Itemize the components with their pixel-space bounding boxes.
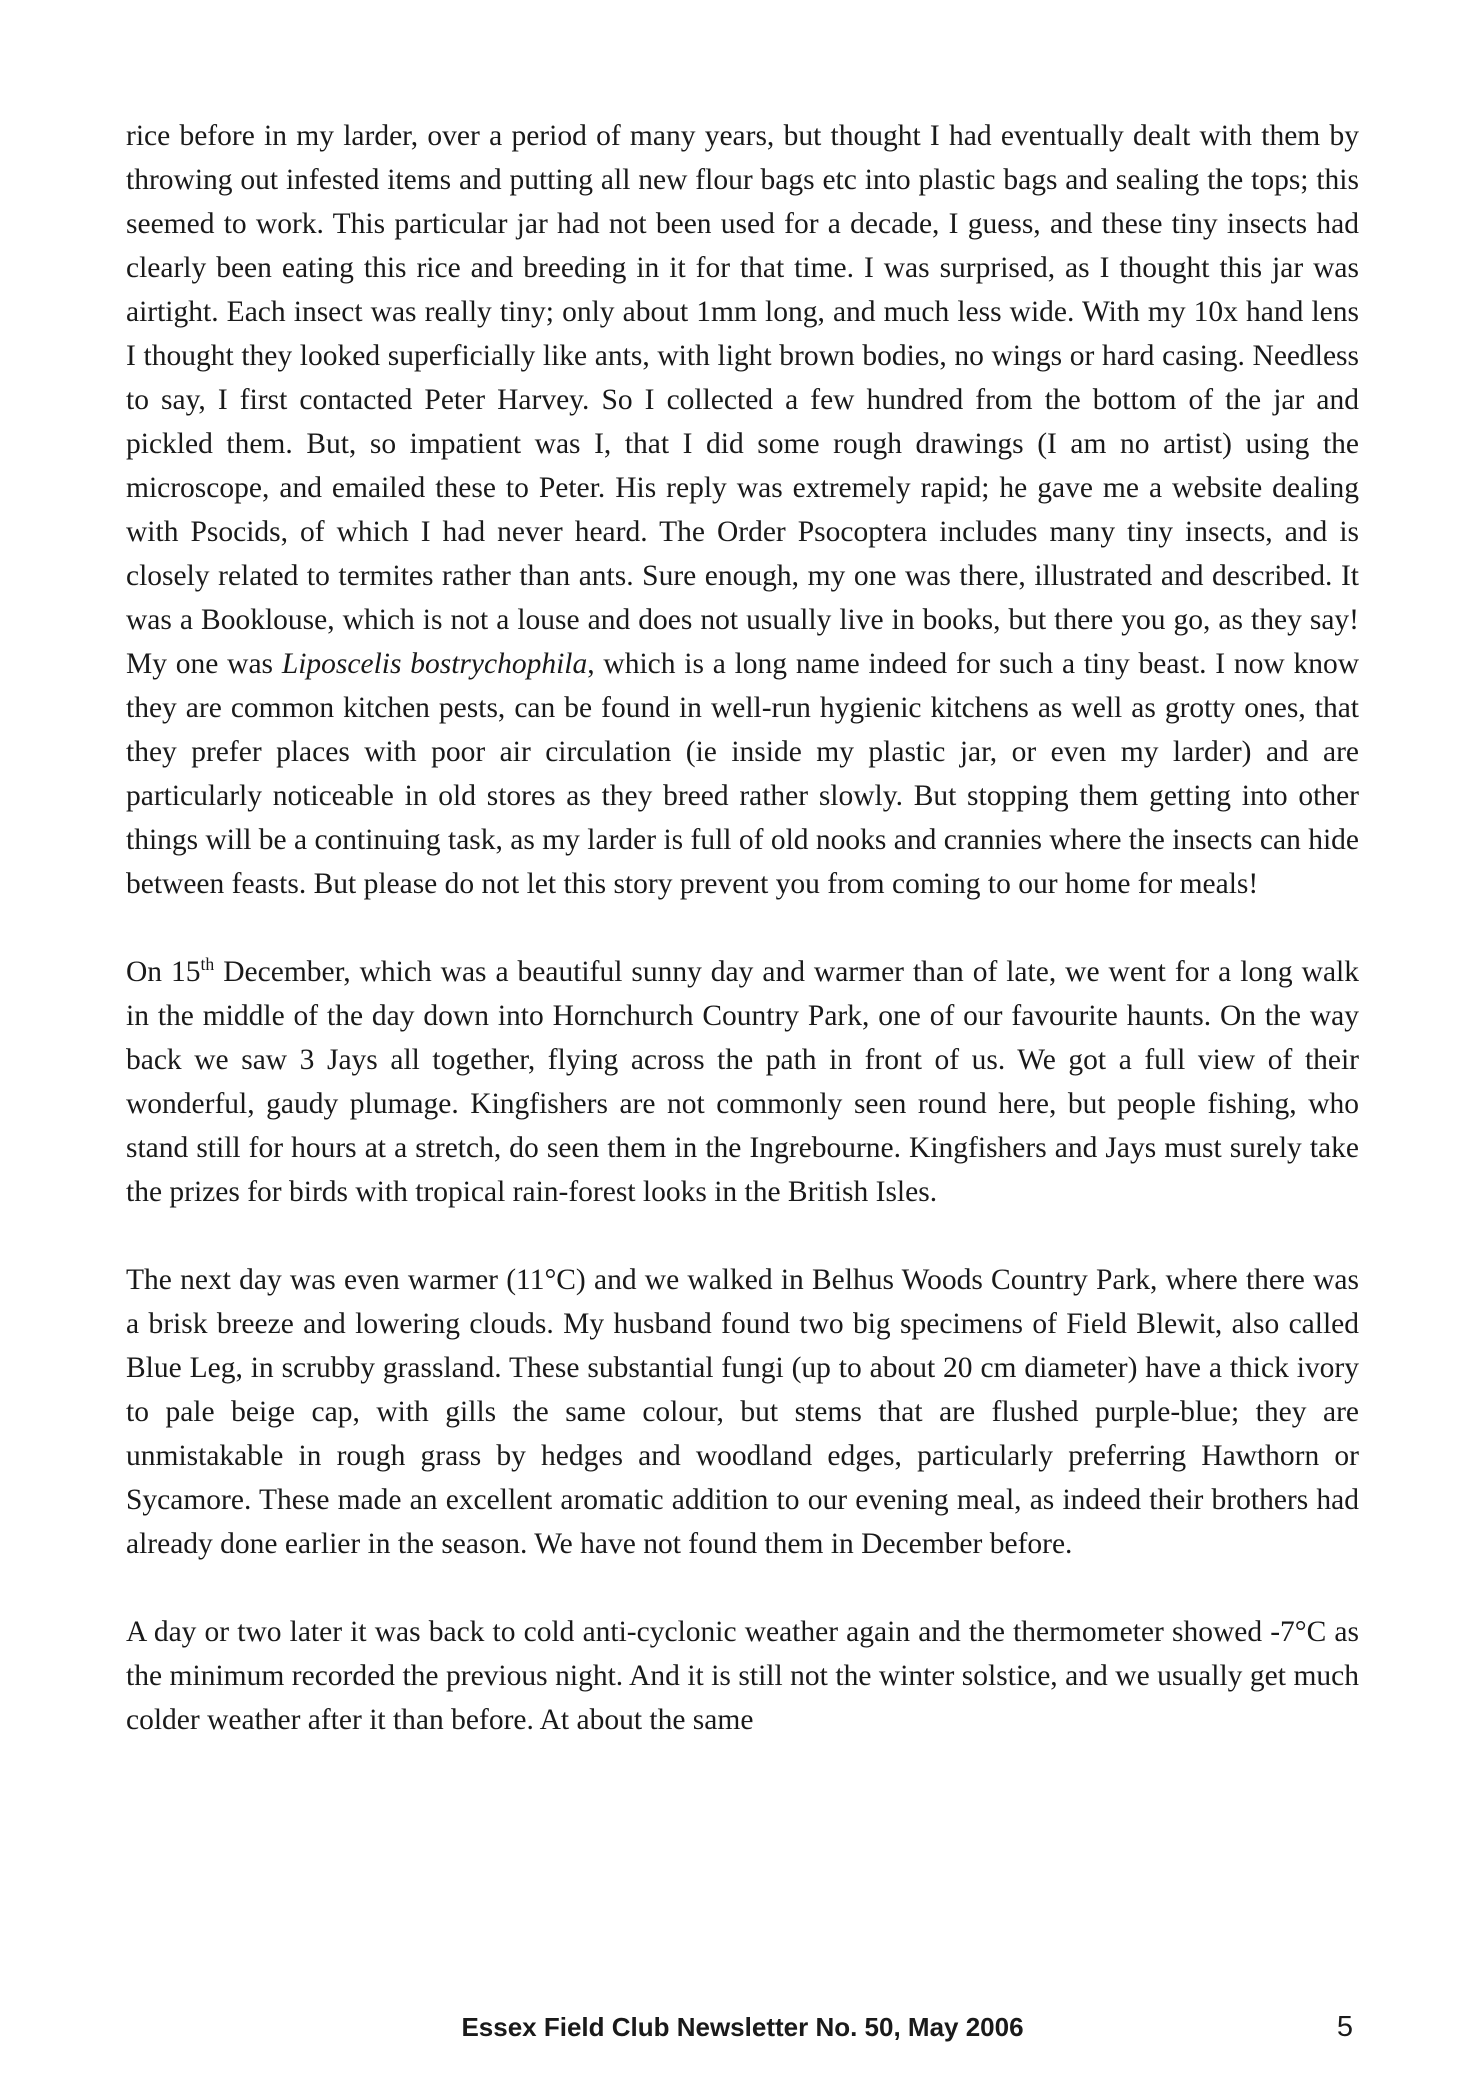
paragraph-text: December, which was a beautiful sunny day and warmer than of late, we went for a long walk in the middle of the day down into Hornchurch Country Park, one of our favourite haunts. On the way back we saw 3 Jays all together, flying across the path in front of us. We got a full view of their wonderful, gaudy plumage. Kingfishers are not commonly seen round here, but people fishing, who stand still for hours at a stretch, do seen them in the Ingrebourne. Kingfishers and Jays must surely take the prizes for birds with tropical rain-forest looks in the British Isles. [126,956,1359,1208]
paragraph-field-blewit [126,1258,1359,1566]
paragraph-text: A day or two later it was back to cold anti-cyclonic weather again and the thermometer showed -7°C as the minimum recorded the previous night. And it is still not the winter solstice, and we usually get much colder weather after it than before. At about the same [126,1616,1359,1736]
paragraph-booklouse [126,114,1359,906]
newsletter-title: Essex Field Club Newsletter No. 50, May 2006 [461,2012,1024,2042]
paragraph-text: On 15 [126,956,201,988]
paragraph-text: The next day was even warmer (11°C) and we walked in Belhus Woods Country Park, where there was a brisk breeze and lowering clouds. My husband found two big specimens of Field Blewit, also called Blue Leg, in scrubby grassland. These substantial fungi (up to about 20 cm diameter) have a thick ivory to pale beige cap, with gills the same colour, but stems that are flushed purple-blue; they are unmistakable in rough grass by hedges and woodland edges, particularly preferring Hawthorn or Sycamore. These made an excellent aromatic addition to our evening meal, as indeed their brothers had already done earlier in the season. We have not found them in December before. [126,1264,1359,1560]
ordinal-suffix: th [200,954,215,975]
species-name: Liposcelis bostrychophila [281,648,588,680]
paragraph-text: , which is a long name indeed for such a tiny beast. I now know they are common kitchen pests, can be found in well-run hygienic kitchens as well as grotty ones, that they prefer places with poor air circulation (ie inside my plastic jar, or even my larder) and are particularly noticeable in old stores as they breed rather slowly. But stopping them getting into other things will be a continuing task, as my larder is full of old nooks and crannies where the insects can hide between feasts. But please do not let this story prevent you from coming to our home for meals! [126,648,1360,900]
paragraph-jays [126,950,1359,1214]
paragraph-cold-weather [126,1610,1359,1742]
article-body [126,114,1359,1742]
page-number: 5 [1336,2011,1353,2043]
paragraph-text: rice before in my larder, over a period of many years, but thought I had eventually dealt with them by throwing out infested items and putting all new flour bags etc into plastic bags and sealing the tops; this seemed to work. This particular jar had not been used for a decade, I guess, and these tiny insects had clearly been eating this rice and breeding in it for that time. I was surprised, as I thought this jar was airtight. Each insect was really tiny; only about 1mm long, and much less wide. With my 10x hand lens I thought they looked superficially like ants, with light brown bodies, no wings or hard casing. Needless to say, I first contacted Peter Harvey. So I collected a few hundred from the bottom of the jar and pickled them. But, so impatient was I, that I did some rough drawings (I am no artist) using the microscope, and emailed these to Peter. His reply was extremely rapid; he gave me a website dealing with Psocids, of which I had never heard. The Order Psocoptera includes many tiny insects, and is closely related to termites rather than ants. Sure enough, my one was there, illustrated and described. It was a Booklouse, which is not a louse and does not usually live in books, but there you go, as they say! My one was [126,120,1359,680]
page-footer [126,2007,1359,2047]
